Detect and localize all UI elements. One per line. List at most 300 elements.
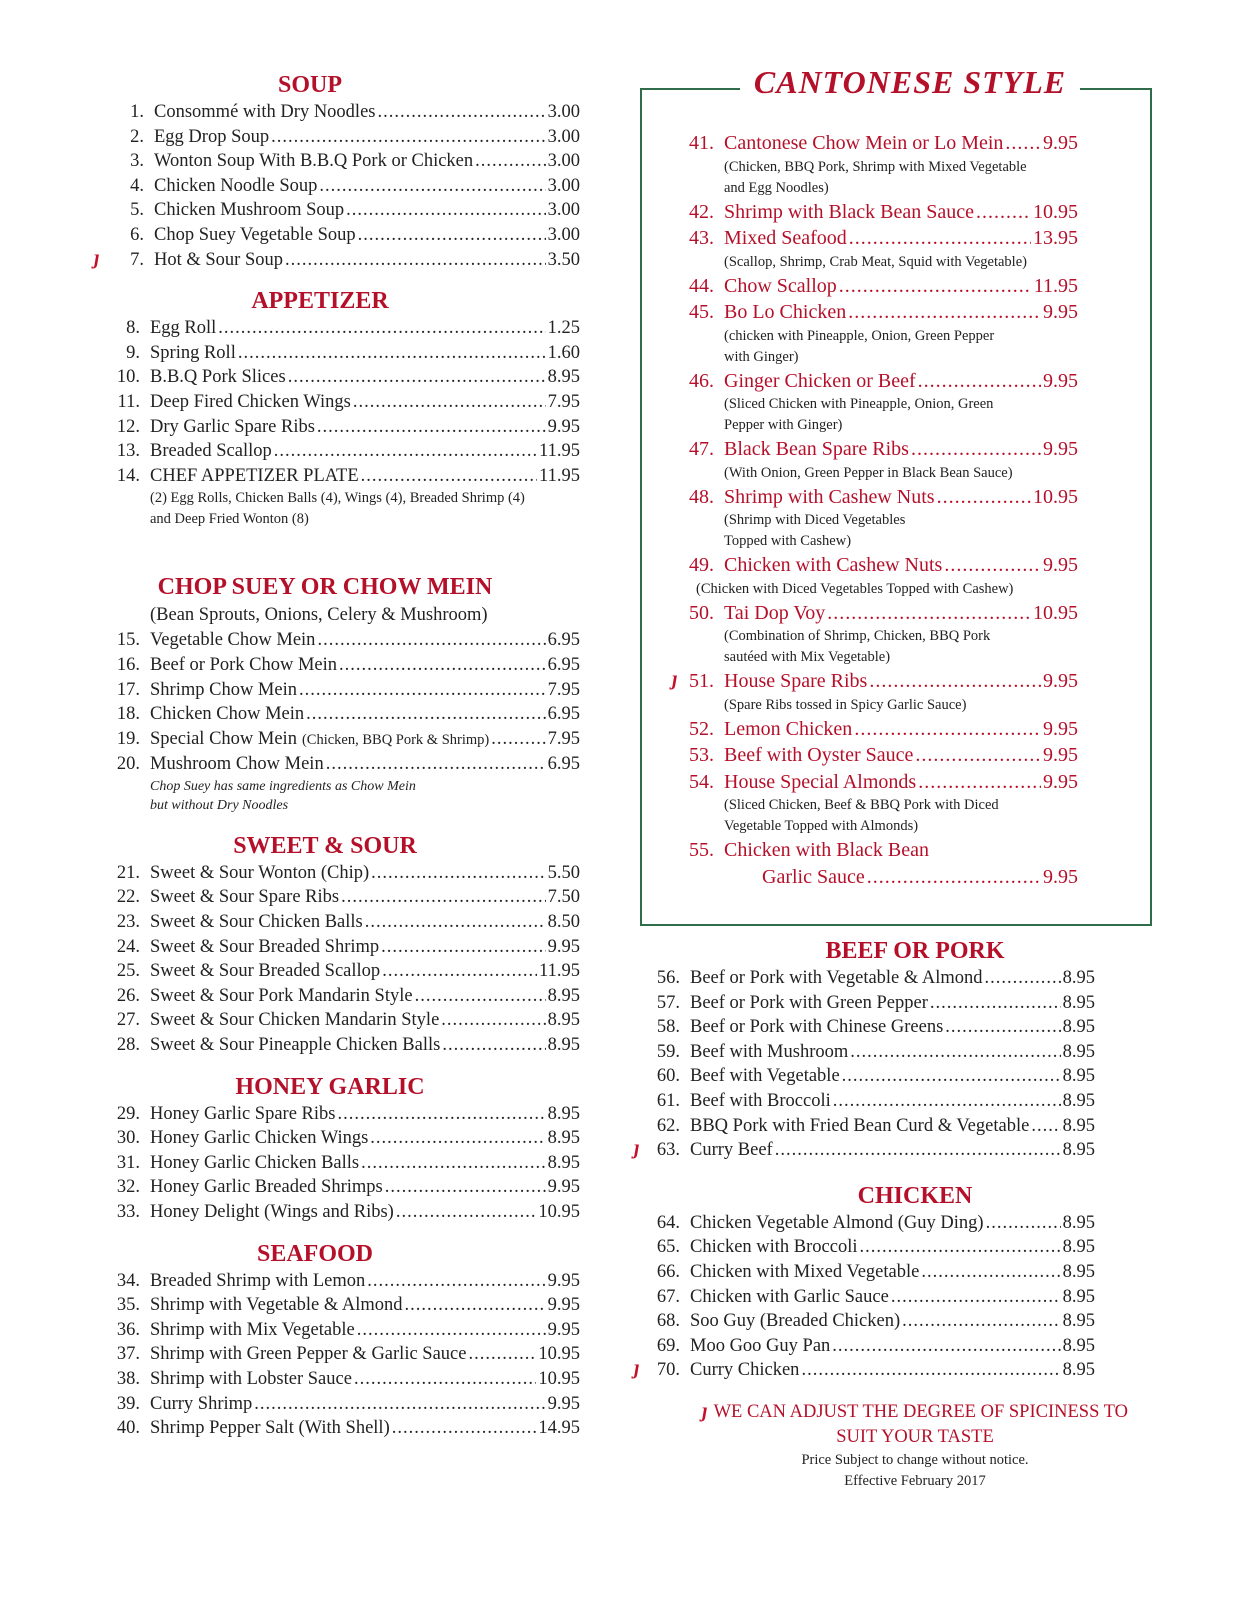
item-name: Shrimp with Mix Vegetable <box>150 1319 355 1340</box>
item-name: Beef or Pork with Green Pepper <box>690 992 928 1013</box>
leader-dots <box>442 1033 545 1058</box>
item-name: Bo Lo Chicken <box>724 301 847 323</box>
item-price: 10.95 <box>538 1344 580 1365</box>
menu-item <box>100 653 580 678</box>
leader-dots <box>370 1126 545 1151</box>
item-price: 3.00 <box>547 126 580 147</box>
menu-item <box>678 436 1078 463</box>
item-name: Sweet & Sour Pork Mandarin Style <box>150 985 413 1006</box>
item-name: Chicken with Mixed Vegetable <box>690 1261 920 1282</box>
item-name: Honey Garlic Chicken Wings <box>150 1128 369 1149</box>
leader-dots <box>944 552 1041 579</box>
item-number: 44. <box>689 274 714 297</box>
leader-dots <box>382 959 537 984</box>
item-name: Egg Drop Soup <box>154 126 270 147</box>
item-name: Breaded Scallop <box>150 441 272 462</box>
item-price: 8.95 <box>1062 1286 1095 1307</box>
item-number: 67. <box>656 1286 680 1307</box>
item-number: 70. <box>656 1360 680 1381</box>
leader-dots <box>832 1334 1060 1359</box>
item-description: (Spare Ribs tossed in Spicy Garlic Sauce) <box>724 696 967 713</box>
menu-item <box>100 415 580 440</box>
sweetsour-list <box>100 861 580 1058</box>
item-price: 8.95 <box>547 367 580 388</box>
menu-item <box>100 910 580 935</box>
menu-item <box>100 1126 580 1151</box>
item-name: Shrimp with Black Bean Sauce <box>724 200 974 223</box>
item-name: Chicken with Garlic Sauce <box>690 1286 889 1307</box>
menu-item <box>640 966 1095 991</box>
item-price: 8.95 <box>547 985 580 1006</box>
item-price: 9.95 <box>547 1177 580 1198</box>
item-number: 57. <box>656 992 680 1013</box>
item-name: House Special Almonds <box>724 770 917 793</box>
item-name: Sweet & Sour Chicken Balls <box>150 912 363 933</box>
leader-dots <box>986 1211 1061 1236</box>
item-name: Beef with Oyster Sauce <box>724 744 914 766</box>
item-price: 8.95 <box>1062 1066 1095 1087</box>
menu-item <box>678 273 1078 300</box>
leader-dots <box>775 1138 1061 1163</box>
item-name: Chicken with Black Bean <box>724 839 929 861</box>
item-name: Chicken Noodle Soup <box>154 175 318 196</box>
item-number: 47. <box>689 438 714 460</box>
leader-dots <box>274 439 537 464</box>
leader-dots <box>317 415 546 440</box>
item-name: Beef or Pork with Chinese Greens <box>690 1017 944 1038</box>
menu-item <box>100 885 580 910</box>
item-name: Mixed Seafood <box>724 227 847 249</box>
menu-item <box>678 199 1078 226</box>
menu-item <box>100 702 580 727</box>
item-name: Chicken with Cashew Nuts <box>724 554 943 576</box>
beefpork-section <box>634 936 1160 1492</box>
item-name: Beef or Pork with Vegetable & Almond <box>690 968 983 988</box>
item-number: 45. <box>689 301 714 323</box>
item-price: 9.95 <box>1043 438 1078 460</box>
menu-item <box>640 1040 1095 1065</box>
item-name: Ginger Chicken or Beef <box>724 369 916 392</box>
menu-item <box>100 1416 580 1441</box>
item-price: 7.95 <box>547 679 580 700</box>
item-name: Egg Roll <box>150 318 217 339</box>
menu-item <box>100 628 580 653</box>
item-number: 12. <box>116 416 140 437</box>
item-name: Chop Suey Vegetable Soup <box>154 224 356 245</box>
leader-dots <box>937 484 1031 511</box>
menu-item <box>100 1033 580 1058</box>
item-description: and Egg Noodles) <box>724 179 829 196</box>
menu-item <box>100 198 580 223</box>
item-price: 8.95 <box>1062 1360 1095 1381</box>
price-note: Price Subject to change without notice. <box>801 1451 1029 1468</box>
item-name: Moo Goo Guy Pan <box>690 1335 831 1356</box>
menu-item <box>100 149 580 174</box>
leader-dots <box>339 653 546 678</box>
item-name: Sweet & Sour Spare Ribs <box>150 887 340 908</box>
menu-item <box>640 1235 1095 1260</box>
honeygarlic-list <box>100 1102 580 1225</box>
item-name: Shrimp Pepper Salt (With Shell) <box>150 1418 390 1439</box>
item-price: 9.95 <box>1043 369 1078 392</box>
item-name: Breaded Shrimp with Lemon <box>150 1270 366 1291</box>
menu-item <box>678 716 1078 743</box>
item-price: 8.95 <box>1062 1041 1095 1062</box>
menu-item <box>678 552 1078 579</box>
item-number: 66. <box>656 1261 680 1282</box>
item-name: Soo Guy (Breaded Chicken) <box>690 1311 901 1332</box>
leader-dots <box>849 225 1031 252</box>
item-price: 8.95 <box>547 1035 580 1056</box>
leader-dots <box>848 299 1041 326</box>
item-price: 8.95 <box>1062 1212 1095 1233</box>
menu-item <box>640 1309 1095 1334</box>
item-price: 6.95 <box>547 704 580 725</box>
menu-item <box>100 1102 580 1127</box>
item-number: 42. <box>689 200 714 223</box>
left-column <box>94 70 580 1441</box>
item-number: 1. <box>130 102 144 122</box>
item-number: 50. <box>689 601 714 624</box>
chicken-title: CHICKEN <box>857 1182 973 1209</box>
item-description: (Chicken with Diced Vegetables Topped with Cashew) <box>696 580 1014 597</box>
menu-item <box>678 484 1078 511</box>
leader-dots <box>341 885 546 910</box>
item-price: 13.95 <box>1033 227 1078 249</box>
chicken-list <box>634 1211 1095 1383</box>
leader-dots <box>930 991 1061 1016</box>
leader-dots <box>271 125 546 150</box>
item-price: 9.95 <box>1043 770 1078 793</box>
item-number: 8. <box>126 318 140 339</box>
soup-list <box>94 100 580 272</box>
item-name: Consommé with Dry Noodles <box>154 102 376 122</box>
leader-dots <box>839 273 1032 300</box>
menu-item <box>100 1293 580 1318</box>
item-description: with Ginger) <box>724 348 799 365</box>
spice-note-line-1: WE CAN ADJUST THE DEGREE OF SPICINESS TO <box>713 1401 1128 1422</box>
soup-title: SOUP <box>277 72 342 98</box>
item-number: 25. <box>116 961 140 982</box>
item-number: 9. <box>126 342 140 363</box>
leader-dots <box>468 1342 536 1367</box>
item-name: Lemon Chicken <box>724 717 853 740</box>
item-description: Topped with Cashew) <box>724 533 852 549</box>
sweetsour-title: SWEET & SOUR <box>233 832 417 859</box>
item-price: 3.50 <box>547 249 580 270</box>
item-number: 59. <box>656 1041 680 1062</box>
leader-dots <box>441 1008 545 1033</box>
appetizer-title: APPETIZER <box>251 288 389 315</box>
item-description: (Chicken, BBQ Pork, Shrimp with Mixed Vegetable <box>724 158 1027 175</box>
item-number: 36. <box>116 1319 140 1340</box>
leader-dots <box>371 861 545 886</box>
item-price: 8.50 <box>547 912 580 933</box>
item-number: 40. <box>116 1418 140 1439</box>
item-price: 10.95 <box>1033 601 1078 624</box>
leader-dots <box>317 628 545 653</box>
item-name: Honey Garlic Breaded Shrimps <box>150 1177 383 1198</box>
item-name: Beef with Vegetable <box>690 1066 840 1087</box>
chili-icon: ȷ <box>702 1399 708 1422</box>
item-price: 8.95 <box>547 1103 580 1124</box>
leader-dots <box>354 1367 536 1392</box>
item-number: 30. <box>116 1128 140 1149</box>
item-name: Sweet & Sour Wonton (Chip) <box>150 862 370 883</box>
leader-dots <box>921 1260 1060 1285</box>
item-name: Curry Shrimp <box>150 1393 253 1414</box>
item-price: 9.95 <box>547 1393 580 1414</box>
item-price: 8.95 <box>1062 1140 1095 1161</box>
menu-item <box>100 935 580 960</box>
item-name: Beef or Pork Chow Mein <box>150 654 338 675</box>
beefpork-title: BEEF OR PORK <box>825 938 1005 964</box>
item-price: 9.95 <box>1043 744 1078 766</box>
item-number: 22. <box>116 887 140 908</box>
leader-dots <box>288 365 546 390</box>
item-number: 48. <box>689 485 714 508</box>
chef-plate-desc-line-2: and Deep Fried Wonton (8) <box>150 511 309 528</box>
leader-dots <box>915 742 1041 769</box>
item-price: 11.95 <box>1033 274 1078 297</box>
item-number: 69. <box>656 1335 680 1356</box>
appetizer-list <box>100 316 580 488</box>
leader-dots <box>945 1015 1060 1040</box>
item-detail: (Chicken, BBQ Pork & Shrimp) <box>301 731 490 748</box>
leader-dots <box>985 966 1061 991</box>
menu-item <box>678 130 1078 157</box>
item-number: 35. <box>116 1295 140 1316</box>
item-number: 19. <box>116 728 140 749</box>
item-number: 54. <box>689 770 714 793</box>
leader-dots <box>911 436 1041 463</box>
leader-dots <box>254 1392 545 1417</box>
item-name: Shrimp Chow Mein <box>150 679 297 700</box>
item-name: Curry Chicken <box>690 1360 800 1381</box>
item-number: 10. <box>116 367 140 388</box>
item-price: 10.95 <box>1033 200 1078 223</box>
menu-item <box>100 390 580 415</box>
item-name: BBQ Pork with Fried Bean Curd & Vegetable <box>690 1115 1030 1136</box>
item-number: 26. <box>116 985 140 1006</box>
item-price: 9.95 <box>1043 554 1078 576</box>
leader-dots <box>326 752 546 777</box>
item-name: Chicken Mushroom Soup <box>154 200 345 221</box>
menu-item <box>100 1342 580 1367</box>
menu-item <box>100 125 580 150</box>
item-price: 8.95 <box>1062 1017 1095 1038</box>
item-number: 58. <box>656 1017 680 1038</box>
item-number: 11. <box>117 391 140 412</box>
item-price: 6.95 <box>547 754 580 775</box>
leader-dots <box>854 716 1041 743</box>
item-name: Honey Delight (Wings and Ribs) <box>150 1202 394 1222</box>
menu-item <box>640 1334 1095 1359</box>
item-name: Chicken with Broccoli <box>690 1237 858 1258</box>
item-name: Sweet & Sour Breaded Shrimp <box>150 936 380 957</box>
item-name: Tai Dop Voy <box>724 601 826 624</box>
item-number: 13. <box>116 441 140 462</box>
item-name: Chow Scallop <box>724 274 837 297</box>
leader-dots <box>833 1089 1061 1114</box>
chili-icon: ȷ <box>634 1357 640 1380</box>
menu-item <box>678 225 1078 252</box>
leader-dots <box>285 248 546 273</box>
cantonese-item-55 <box>678 837 1078 864</box>
menu-item <box>100 727 580 753</box>
menu-item <box>100 100 580 125</box>
menu-item <box>100 1367 580 1392</box>
menu-item <box>678 299 1078 326</box>
item-name: B.B.Q Pork Slices <box>150 367 286 388</box>
leader-dots <box>867 864 1041 891</box>
item-number: 32. <box>116 1177 140 1198</box>
item-name-line-2: Garlic Sauce <box>762 865 865 888</box>
item-price: 3.00 <box>547 175 580 196</box>
item-price: 5.50 <box>547 862 580 883</box>
item-description: (Sliced Chicken with Pineapple, Onion, Green <box>724 396 994 412</box>
item-price: 10.95 <box>1033 485 1078 508</box>
item-price: 8.95 <box>547 1010 580 1031</box>
menu-item <box>100 341 580 366</box>
item-number: 68. <box>656 1311 680 1332</box>
item-price: 7.95 <box>547 391 580 412</box>
menu-item <box>640 1114 1095 1139</box>
item-name: Beef with Mushroom <box>690 1041 849 1062</box>
honeygarlic-title: HONEY GARLIC <box>235 1073 425 1100</box>
beefpork-list <box>634 966 1095 1163</box>
item-price: 11.95 <box>539 465 580 486</box>
item-number: 4. <box>130 175 144 196</box>
cantonese-items <box>672 130 1078 837</box>
menu-item <box>100 1269 580 1294</box>
menu-item <box>100 1151 580 1176</box>
leader-dots <box>357 1318 546 1343</box>
item-name: Spring Roll <box>150 342 236 363</box>
item-number: 56. <box>656 968 680 988</box>
leader-dots <box>850 1040 1060 1065</box>
item-name: Chicken Vegetable Almond (Guy Ding) <box>690 1212 984 1233</box>
item-description: Pepper with Ginger) <box>724 417 843 433</box>
item-number: 7. <box>130 249 144 270</box>
seafood-title: SEAFOOD <box>256 1240 373 1267</box>
leader-dots <box>306 702 545 727</box>
menu-item <box>640 991 1095 1016</box>
menu-item <box>100 1392 580 1417</box>
effective-date: Effective February 2017 <box>844 1472 986 1489</box>
menu-item <box>678 368 1078 395</box>
leader-dots <box>238 341 546 366</box>
item-number: 2. <box>130 126 144 147</box>
item-description: (chicken with Pineapple, Onion, Green Pepper <box>724 327 995 344</box>
menu-item <box>640 1260 1095 1285</box>
item-number: 3. <box>130 151 144 172</box>
menu-item <box>100 365 580 390</box>
leader-dots <box>801 1358 1060 1383</box>
menu-item <box>100 861 580 886</box>
leader-dots <box>319 174 545 199</box>
chili-icon: ȷ <box>672 668 678 690</box>
menu-item <box>640 1089 1095 1114</box>
item-description: (Scallop, Shrimp, Crab Meat, Squid with Vegetable) <box>724 253 1027 270</box>
chili-icon: ȷ <box>94 246 100 269</box>
item-price: 3.00 <box>547 102 580 122</box>
leader-dots <box>491 727 545 752</box>
item-price: 3.00 <box>547 224 580 245</box>
item-price: 9.95 <box>1043 865 1078 888</box>
item-number: 37. <box>116 1344 140 1365</box>
item-name: Beef with Broccoli <box>690 1090 831 1111</box>
item-number: 49. <box>689 554 714 576</box>
item-number: 38. <box>116 1368 140 1389</box>
item-number: 18. <box>116 704 140 725</box>
item-price: 11.95 <box>539 441 580 462</box>
leader-dots <box>337 1102 545 1127</box>
item-name: Black Bean Spare Ribs <box>724 438 909 460</box>
menu-item <box>678 742 1078 769</box>
leader-dots <box>902 1309 1060 1334</box>
item-price: 9.95 <box>547 936 580 957</box>
item-name: House Spare Ribs <box>724 670 868 692</box>
item-price: 8.95 <box>1062 1090 1095 1111</box>
item-number: 53. <box>689 744 714 766</box>
item-number: 62. <box>656 1115 680 1136</box>
item-name: Sweet & Sour Breaded Scallop <box>150 961 381 982</box>
item-name: Dry Garlic Spare Ribs <box>150 416 315 437</box>
item-description: (With Onion, Green Pepper in Black Bean Sauce) <box>724 464 1013 481</box>
menu-item <box>100 1008 580 1033</box>
item-number: 51. <box>689 670 714 692</box>
leader-dots <box>361 464 537 489</box>
chopsuey-list <box>100 628 580 777</box>
item-name: Honey Garlic Chicken Balls <box>150 1152 360 1173</box>
item-number: 63. <box>656 1140 680 1161</box>
leader-dots <box>353 390 546 415</box>
leader-dots <box>869 668 1041 695</box>
item-name: Cantonese Chow Mein or Lo Mein <box>724 132 1004 154</box>
menu-item <box>100 223 580 248</box>
menu-item <box>100 1200 580 1225</box>
item-name: Wonton Soup With B.B.Q Pork or Chicken <box>154 151 474 172</box>
item-price: 7.50 <box>547 887 580 908</box>
item-name: Shrimp with Lobster Sauce <box>150 1368 352 1389</box>
item-name: Special Chow Mein <box>150 728 297 749</box>
item-name: Deep Fired Chicken Wings <box>150 391 351 412</box>
menu-item <box>100 1318 580 1343</box>
item-name: Curry Beef <box>690 1140 773 1161</box>
item-number: 15. <box>116 630 140 651</box>
leader-dots <box>365 910 546 935</box>
item-price: 8.95 <box>1062 1261 1095 1282</box>
item-number: 31. <box>116 1152 140 1173</box>
item-number: 60. <box>656 1066 680 1087</box>
menu-item <box>100 316 580 341</box>
leader-dots <box>827 600 1031 627</box>
menu-item <box>100 959 580 984</box>
leader-dots <box>1005 130 1041 157</box>
item-description: (Sliced Chicken, Beef & BBQ Pork with Diced <box>724 797 999 813</box>
item-number: 24. <box>116 936 140 957</box>
leader-dots <box>218 316 545 341</box>
spice-note <box>670 1399 1160 1425</box>
leader-dots <box>891 1285 1061 1310</box>
item-price: 9.95 <box>1043 132 1078 154</box>
chef-plate-desc-line-1: (2) Egg Rolls, Chicken Balls (4), Wings (4), Breaded Shrimp (4) <box>150 490 525 507</box>
chopsuey-note <box>150 777 580 815</box>
item-number: 5. <box>130 200 144 221</box>
leader-dots <box>1031 1114 1060 1139</box>
item-price: 7.95 <box>547 728 580 749</box>
